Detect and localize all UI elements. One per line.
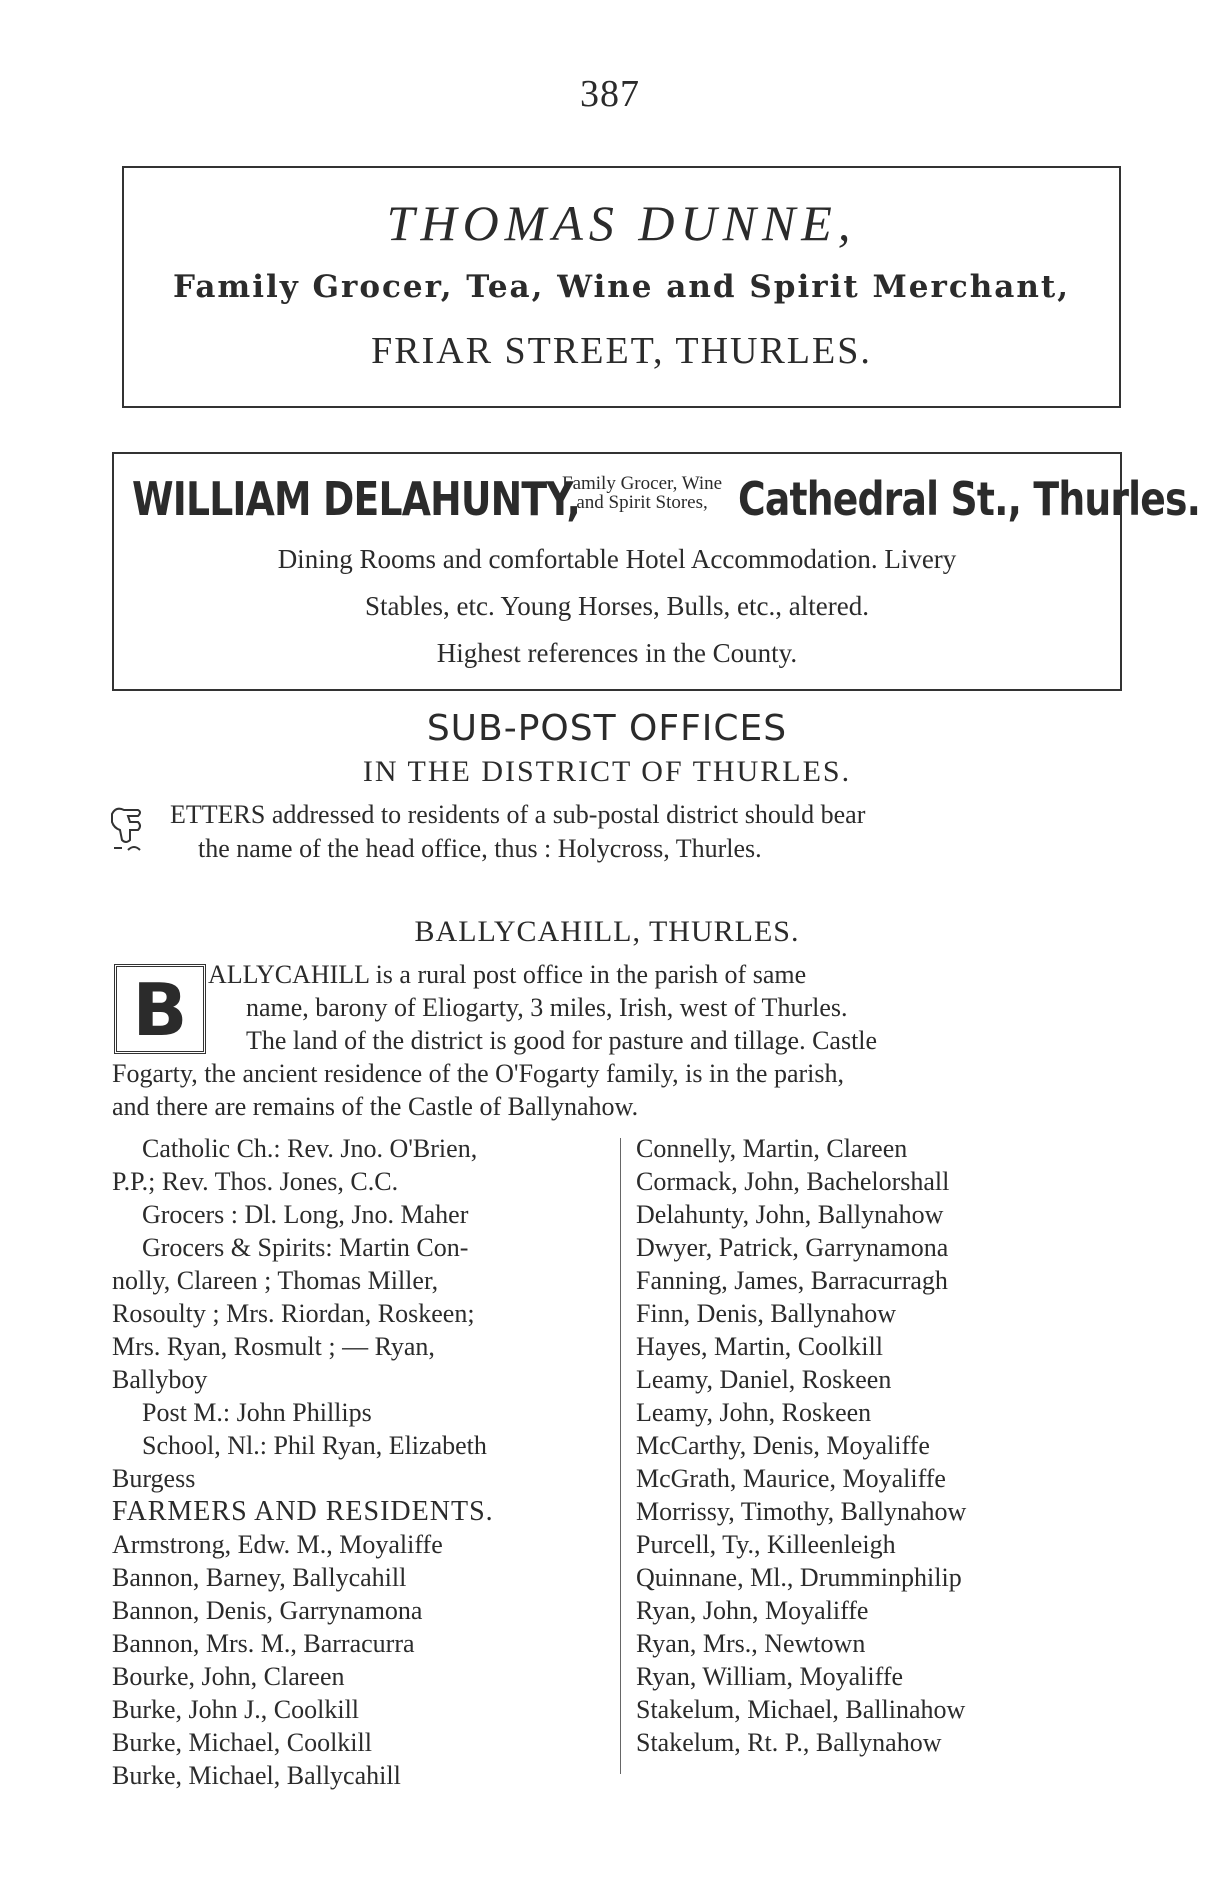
place-heading: BALLYCAHILL, THURLES. — [414, 915, 800, 948]
list-item: Bourke, John, Clareen — [112, 1662, 345, 1691]
right-column — [636, 1132, 1116, 1759]
advert-thomas-dunne — [122, 166, 1121, 408]
list-item: Delahunty, John, Ballynahow — [636, 1200, 944, 1229]
advert-place: Cathedral St., Thurles. — [738, 472, 1201, 526]
pointing-hand-icon — [108, 800, 146, 860]
drop-cap-letter: B — [132, 968, 188, 1052]
list-item: P.P.; Rev. Thos. Jones, C.C. — [112, 1167, 399, 1196]
list-item: Bannon, Mrs. M., Barracurra — [112, 1629, 415, 1658]
advert-address: FRIAR STREET, THURLES. — [371, 330, 872, 372]
section-title: SUB-POST OFFICES — [426, 708, 788, 749]
list-item: Purcell, Ty., Killeenleigh — [636, 1530, 896, 1559]
description-line: ALLYCAHILL is a rural post office in the parish of same — [208, 960, 807, 989]
drop-cap-initial — [114, 964, 206, 1054]
list-item: Stakelum, Michael, Ballinahow — [636, 1695, 966, 1724]
list-item: Rosoulty ; Mrs. Riordan, Roskeen; — [112, 1299, 475, 1328]
advert-body-line: Highest references in the County. — [436, 638, 798, 668]
list-item: Leamy, John, Roskeen — [636, 1398, 872, 1427]
list-item: Stakelum, Rt. P., Ballynahow — [636, 1728, 942, 1757]
advert-body-line: Stables, etc. Young Horses, Bulls, etc., altered. — [365, 591, 869, 621]
description-line: Fogarty, the ancient residence of the O'Fogarty family, is in the parish, — [112, 1059, 844, 1088]
list-item: Morrissy, Timothy, Ballynahow — [636, 1497, 967, 1526]
list-item: McCarthy, Denis, Moyaliffe — [636, 1431, 930, 1460]
list-item: Catholic Ch.: Rev. Jno. O'Brien, — [142, 1134, 478, 1163]
description-line: The land of the district is good for pasture and tillage. Castle — [246, 1026, 878, 1055]
advert-subline — [562, 474, 722, 512]
list-item: Grocers : Dl. Long, Jno. Maher — [142, 1200, 469, 1229]
column-divider — [620, 1138, 621, 1774]
section-subtitle: IN THE DISTRICT OF THURLES. — [362, 755, 852, 788]
advert-body — [134, 536, 1100, 677]
list-item: Finn, Denis, Ballynahow — [636, 1299, 896, 1328]
notice-line-1: ETTERS addressed to residents of a sub-postal district should bear — [170, 800, 866, 829]
list-item: Ballyboy — [112, 1365, 208, 1394]
list-item: nolly, Clareen ; Thomas Miller, — [112, 1266, 439, 1295]
list-item: Grocers & Spirits: Martin Con- — [142, 1233, 469, 1262]
list-item: Burke, Michael, Coolkill — [112, 1728, 372, 1757]
description-line: and there are remains of the Castle of Ballynahow. — [112, 1092, 639, 1121]
advert-subline-1: Family Grocer, Wine — [562, 473, 723, 494]
list-item: Connelly, Martin, Clareen — [636, 1134, 908, 1163]
list-item: Bannon, Denis, Garrynamona — [112, 1596, 423, 1625]
list-item: Ryan, John, Moyaliffe — [636, 1596, 869, 1625]
list-item: Armstrong, Edw. M., Moyaliffe — [112, 1530, 443, 1559]
list-item: Ryan, Mrs., Newtown — [636, 1629, 866, 1658]
list-item: Dwyer, Patrick, Garrynamona — [636, 1233, 949, 1262]
list-item: Bannon, Barney, Ballycahill — [112, 1563, 407, 1592]
list-item: Fanning, James, Barracurragh — [636, 1266, 948, 1295]
advert-body-line: Dining Rooms and comfortable Hotel Accommodation. Livery — [277, 544, 957, 574]
advert-name: WILLIAM DELAHUNTY, — [132, 472, 581, 526]
list-item: Mrs. Ryan, Rosmult ; — Ryan, — [112, 1332, 435, 1361]
list-item: Burke, Michael, Ballycahill — [112, 1761, 401, 1790]
advert-name: THOMAS DUNNE, — [386, 195, 857, 251]
list-item: Cormack, John, Bachelorshall — [636, 1167, 950, 1196]
farmers-heading: FARMERS AND RESIDENTS. — [112, 1496, 494, 1527]
list-item: School, Nl.: Phil Ryan, Elizabeth — [142, 1431, 487, 1460]
description-line: name, barony of Eliogarty, 3 miles, Irish, west of Thurles. — [246, 993, 848, 1022]
advert-headline — [124, 472, 1201, 532]
list-item: Burke, John J., Coolkill — [112, 1695, 360, 1724]
list-item: Leamy, Daniel, Roskeen — [636, 1365, 892, 1394]
list-item: Burgess — [112, 1464, 196, 1493]
notice-line-2: the name of the head office, thus : Holycross, Thurles. — [198, 834, 762, 863]
left-column — [112, 1132, 612, 1792]
list-item: McGrath, Maurice, Moyaliffe — [636, 1464, 946, 1493]
page-number: 387 — [580, 73, 640, 115]
advert-border-top — [122, 166, 1121, 168]
list-item: Hayes, Martin, Coolkill — [636, 1332, 883, 1361]
list-item: Quinnane, Ml., Drumminphilip — [636, 1563, 962, 1592]
list-item: Ryan, William, Moyaliffe — [636, 1662, 904, 1691]
advert-trade: Family Grocer, Tea, Wine and Spirit Merchant, — [173, 269, 1070, 305]
advert-subline-2: and Spirit Stores, — [576, 492, 708, 513]
list-item: Post M.: John Phillips — [142, 1398, 372, 1427]
advert-william-delahunty — [112, 452, 1201, 691]
